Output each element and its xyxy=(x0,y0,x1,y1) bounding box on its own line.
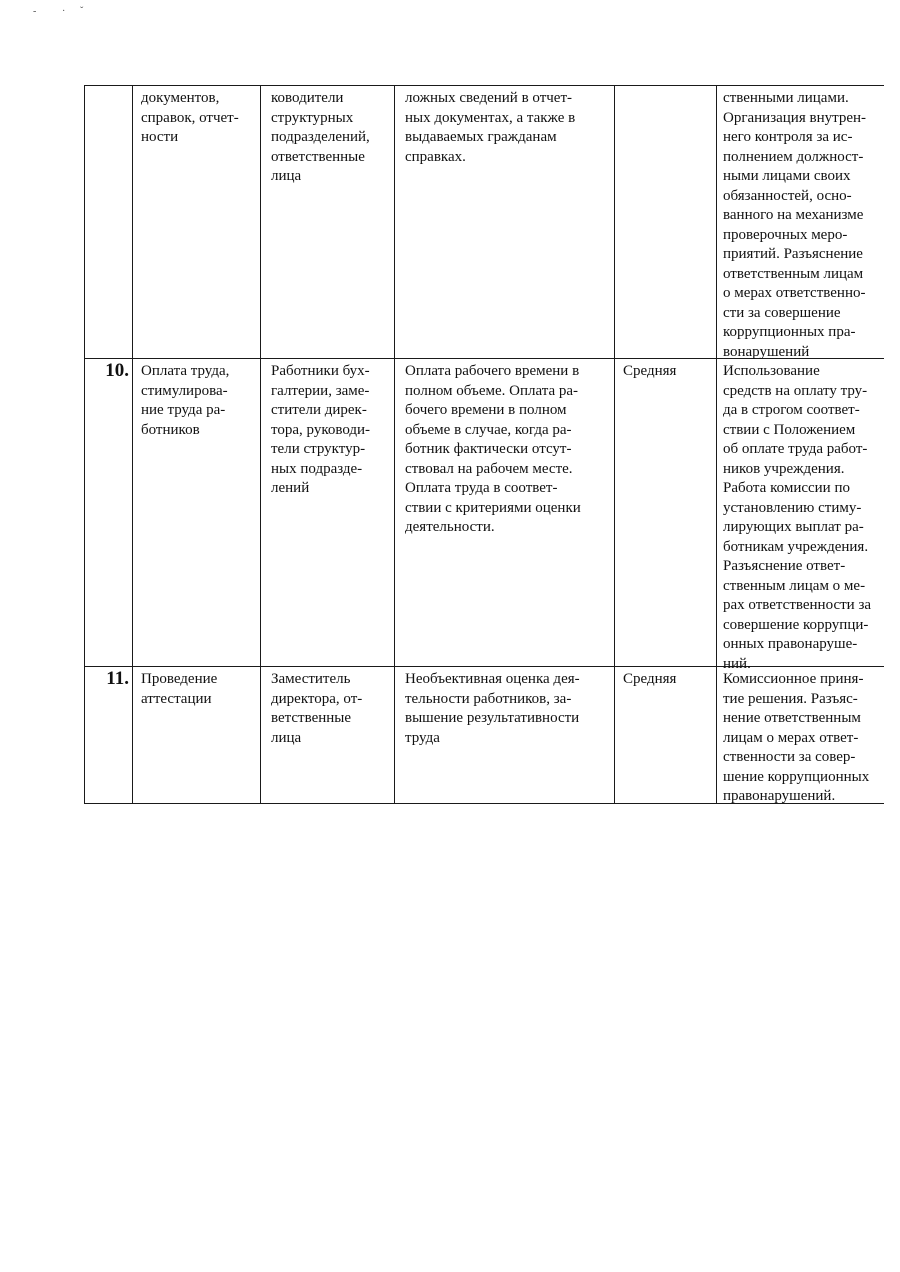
risk-cell: Оплата рабочего времени в полном объеме. Оплата ра- бочего времени в полном объеме в случае, когда ра- ботник фактически отсут- ствовал на рабочем месте. Оплата труда в соответ- ствии с критериями оценки деятельности. xyxy=(395,359,615,666)
scan-artifact-mark: · xyxy=(62,6,66,17)
risk-level-cell: Средняя xyxy=(615,667,717,803)
process-cell: документов, справок, отчет- ности xyxy=(133,86,261,358)
measures-cell: ственными лицами. Организация внутрен- него контроля за ис- полнением должност- ными лицами своих обязанностей, осно- ванного на механизме проверочных меро- приятий. Разъяснение ответственным лицам о мерах ответственно- сти за совершение коррупционных пра- вонарушений xyxy=(723,90,867,360)
table-row xyxy=(84,667,884,804)
risk-cell: ложных сведений в отчет- ных документах, а также в выдаваемых гражданам справках. xyxy=(395,86,615,358)
positions-cell: Работники бух- галтерии, заме- стители дирек- тора, руководи- тели структур- ных подразде- лений xyxy=(261,359,395,666)
process-cell: Оплата труда, стимулирова- ние труда ра- ботников xyxy=(133,359,261,666)
scan-artifact-mark: - xyxy=(33,6,37,17)
risk-level-cell xyxy=(615,86,717,358)
positions-cell: Заместитель директора, от- ветственные лица xyxy=(261,667,395,803)
scan-artifact-mark: ˇ xyxy=(80,6,84,17)
corruption-risk-table xyxy=(84,85,884,804)
table-row xyxy=(84,86,884,359)
process-cell: Проведение аттестации xyxy=(133,667,261,803)
table-row xyxy=(84,359,884,672)
row-number xyxy=(84,86,133,358)
measures-cell: Комиссионное приня- тие решения. Разъяс- нение ответственным лицам о мерах ответ- ственности за совер- шение коррупционных правонарушений. xyxy=(723,671,870,804)
positions-cell: ководители структурных подразделений, ответственные лица xyxy=(261,86,395,358)
risk-cell: Необъективная оценка дея- тельности работников, за- вышение результативности труда xyxy=(395,667,615,803)
risk-level-cell: Средняя xyxy=(615,359,717,666)
measures-cell: Использование средств на оплату тру- да в строгом соответ- ствии с Положением об оплате труда работ- ников учреждения. Работа комиссии по установлению стиму- лирующих выплат ра- ботникам учреждения. Разъяснение ответ- ственным лицам о ме- рах ответственности за совершение коррупци- онных правонаруше- ний. xyxy=(723,363,872,672)
row-number: 11. xyxy=(84,667,133,803)
row-number: 10. xyxy=(84,359,133,666)
